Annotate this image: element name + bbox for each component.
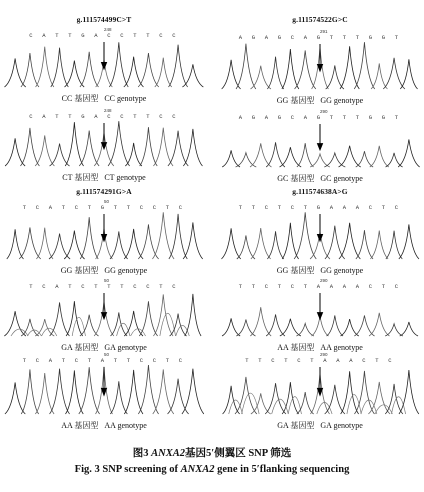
caption-en-suffix: gene in 5′flanking sequencing — [214, 464, 350, 475]
trace-peak — [124, 370, 143, 414]
genotype-label-cn: CC 基因型 — [61, 94, 99, 103]
trace-peak — [399, 370, 419, 414]
trace-peak — [168, 131, 188, 166]
trace-peak — [169, 214, 187, 259]
genotype-label-cn: GG 基因型 — [60, 266, 99, 275]
trace-peak — [65, 61, 85, 87]
chromatogram-panel — [4, 352, 204, 434]
trace-peak — [138, 53, 159, 87]
trace-peak — [385, 324, 403, 336]
trace-peak — [182, 369, 204, 414]
trace-peak — [267, 57, 283, 89]
genotype-label-en: AA genotype — [104, 421, 147, 430]
chromatogram-trace — [220, 212, 420, 262]
chromatogram-trace — [220, 42, 420, 92]
trace-peak — [294, 212, 316, 259]
trace-peak — [324, 153, 345, 167]
trace-peak — [282, 49, 299, 89]
base-sequence: A G A G C A G T T T G G T — [238, 34, 402, 41]
trace-peak — [325, 385, 345, 414]
trace-peak — [170, 314, 187, 336]
trace-peak — [369, 313, 389, 336]
trace-peak — [155, 58, 172, 87]
trace-peak — [370, 231, 388, 259]
trace-peak — [139, 301, 157, 336]
chromatogram-trace — [4, 212, 204, 262]
trace-peak — [79, 367, 100, 414]
trace-peak — [354, 42, 374, 89]
genotype-label-en: GA genotype — [104, 343, 147, 352]
trace-peak — [35, 135, 54, 166]
chromatogram-trace — [220, 122, 420, 170]
trace-peak — [66, 301, 83, 336]
genotype-label-cn: GG 基因型 — [276, 266, 315, 275]
trace-peak — [80, 52, 99, 87]
trace-peak — [223, 386, 240, 414]
trace-peak — [124, 57, 144, 87]
trace-peak — [80, 315, 99, 336]
snp-arrow — [102, 42, 107, 69]
snp-arrow — [102, 123, 107, 149]
chromatogram-trace — [4, 121, 204, 169]
trace-peak — [5, 382, 25, 414]
chromatogram-trace — [220, 291, 420, 339]
genotype-label-en: GG genotype — [320, 96, 364, 105]
caption-cn-suffix: 基因5′侧翼区 SNP 筛选 — [185, 448, 292, 459]
chromatogram-trace — [4, 365, 204, 417]
trace-peak — [79, 131, 99, 166]
trace-peak — [282, 223, 298, 259]
trace-peak — [267, 231, 283, 259]
chromatogram-panel — [220, 29, 420, 109]
trace-peak — [108, 121, 130, 166]
trace-peak — [280, 319, 301, 336]
trace-peak — [327, 315, 343, 336]
trace-peak — [20, 128, 39, 166]
trace-peak — [400, 322, 418, 336]
trace-peak — [21, 53, 39, 87]
trace-peak — [19, 227, 41, 259]
trace-peak — [221, 228, 240, 259]
genotype-label — [220, 173, 420, 184]
trace-peak — [50, 302, 70, 336]
figure-caption-cn — [0, 445, 424, 460]
base-sequence: T T C T C T A A A A C T C — [238, 283, 402, 290]
genotype-label-en: GG genotype — [104, 266, 148, 275]
genotype-label-cn: GA 基因型 — [277, 421, 315, 430]
trace-peak — [371, 63, 387, 89]
caption-en-gene: ANXA2 — [180, 464, 215, 475]
base-position-label: 290 — [320, 352, 328, 357]
base-position-label: 50 — [104, 278, 110, 283]
base-sequence: C A T T G A C C T T C C — [29, 113, 179, 120]
trace-peak — [400, 59, 417, 89]
trace-peak — [340, 46, 359, 89]
trace-peak — [21, 319, 39, 336]
trace-peak — [222, 150, 240, 167]
trace-peak — [42, 328, 57, 336]
trace-peak — [310, 154, 330, 167]
genotype-label-cn: AA 基因型 — [61, 421, 99, 430]
genotype-label-en: CC genotype — [104, 94, 147, 103]
genotype-label — [4, 93, 204, 104]
trace-peak — [266, 142, 285, 167]
snp-arrow — [102, 214, 107, 241]
trace-peak — [152, 212, 174, 259]
genotype-label-cn: GC 基因型 — [277, 174, 315, 183]
trace-peak — [340, 319, 358, 336]
genotype-label-en: AA genotype — [320, 343, 363, 352]
trace-peak — [296, 323, 314, 336]
trace-peak — [153, 369, 174, 414]
chromatogram-panel — [220, 278, 420, 356]
base-sequence: T C A T C T T T C C T C — [29, 283, 179, 290]
trace-peak — [370, 146, 389, 167]
chromatogram-trace — [4, 291, 204, 339]
trace-peak — [140, 127, 158, 166]
trace-peak — [250, 307, 271, 336]
genotype-label-en: GC genotype — [320, 174, 363, 183]
base-position-label: 291 — [320, 29, 328, 34]
caption-cn-prefix: 图3 — [132, 448, 152, 459]
trace-peak — [65, 122, 83, 166]
trace-peak — [36, 228, 53, 259]
snp-arrow — [318, 44, 323, 71]
trace-peak — [183, 129, 202, 166]
snp-arrow — [318, 293, 323, 319]
trace-peak — [36, 47, 54, 87]
trace-peak — [356, 230, 373, 259]
genotype-label-cn: AA 基因型 — [277, 343, 315, 352]
trace-peak — [169, 45, 188, 87]
trace-peak — [237, 235, 255, 259]
trace-peak — [339, 223, 360, 259]
genotype-label — [220, 420, 420, 431]
genotype-label-cn: GG 基因型 — [276, 96, 315, 105]
trace-peak — [295, 50, 316, 89]
trace-peak — [183, 222, 203, 259]
figure-caption-en — [0, 464, 424, 475]
trace-peak — [266, 314, 285, 336]
trace-peak — [7, 229, 24, 259]
genotype-label — [4, 420, 204, 431]
trace-peak — [4, 311, 26, 336]
genotype-label-en: GA genotype — [320, 421, 363, 430]
trace-peak — [354, 371, 374, 414]
trace-peak — [339, 146, 361, 167]
trace-peak — [297, 143, 314, 167]
trace-peak — [50, 144, 70, 166]
snp-title: g.111574522G>C — [292, 15, 348, 24]
base-position-label: 248 — [104, 108, 112, 113]
trace-peak — [65, 370, 83, 414]
trace-peak — [354, 315, 374, 336]
base-sequence: T T C T C T G A A A C T C — [238, 204, 402, 211]
trace-peak — [399, 224, 419, 259]
trace-peak — [35, 373, 54, 414]
trace-peak — [282, 382, 299, 414]
trace-peak — [21, 369, 38, 414]
trace-peak — [326, 65, 344, 89]
genotype-label-en: CT genotype — [104, 173, 146, 182]
snp-title: g.111574291G>A — [76, 187, 132, 196]
chromatogram-panel — [220, 199, 420, 279]
base-position-label: 50 — [104, 352, 110, 357]
snp-arrow — [318, 367, 323, 395]
caption-en-prefix: Fig. 3 SNP screening of — [74, 464, 181, 475]
trace-peak — [356, 151, 373, 167]
trace-peak — [398, 139, 419, 167]
trace-peak — [5, 58, 26, 87]
chromatogram-panel — [4, 199, 204, 279]
snp-arrow — [102, 367, 107, 395]
snp-title: g.111574638A>G — [292, 187, 348, 196]
chromatogram-panel — [220, 109, 420, 187]
chromatogram-panel — [4, 27, 204, 107]
trace-peak — [64, 231, 84, 259]
trace-peak — [153, 128, 173, 166]
genotype-label — [4, 172, 204, 183]
trace-peak — [251, 66, 271, 89]
trace-peak — [236, 153, 257, 167]
genotype-label-cn: CT 基因型 — [62, 173, 99, 182]
trace-peak — [236, 44, 256, 89]
base-position-label: 290 — [320, 278, 328, 283]
snp-arrow — [318, 214, 323, 241]
trace-peak — [125, 143, 142, 166]
trace-peak — [109, 42, 128, 87]
trace-peak — [341, 371, 359, 414]
genotype-label-en: GG genotype — [320, 266, 364, 275]
base-sequence: T C A T C T G T T C C T C — [22, 204, 186, 211]
trace-peak — [383, 58, 405, 89]
trace-peak — [297, 392, 314, 414]
genotype-label — [220, 265, 420, 276]
snp-arrow — [318, 124, 323, 150]
trace-peak — [386, 231, 402, 259]
chromatogram-panel — [220, 352, 420, 434]
trace-peak — [5, 138, 25, 166]
trace-peak — [138, 365, 158, 414]
chromatogram-panel — [4, 108, 204, 186]
genotype-label-cn: GA 基因型 — [61, 343, 99, 352]
trace-peak — [222, 318, 240, 336]
trace-peak — [385, 384, 403, 414]
chromatogram-panel — [4, 278, 204, 356]
trace-peak — [222, 60, 241, 89]
base-position-label: 50 — [104, 199, 110, 204]
trace-peak — [251, 228, 271, 259]
caption-cn-gene: ANXA2 — [151, 448, 185, 459]
trace-peak — [110, 231, 128, 259]
trace-peak — [80, 217, 98, 259]
snp-arrow — [102, 293, 107, 319]
base-sequence: C A T T G A C C T T C C — [29, 32, 179, 39]
trace-peak — [50, 369, 70, 414]
chromatogram-trace — [220, 365, 420, 417]
chromatogram-trace — [4, 40, 204, 90]
trace-peak — [51, 48, 69, 87]
snp-title: g.111574499C>T — [76, 15, 132, 24]
base-sequence: A G A G C A G T T T G G T — [238, 114, 402, 121]
base-sequence: T C A T C T A T T C C T C — [22, 357, 186, 364]
trace-peak — [242, 393, 260, 414]
trace-peak — [250, 143, 271, 167]
trace-peak — [317, 402, 332, 414]
genotype-label — [220, 95, 420, 106]
trace-peak — [11, 329, 28, 336]
trace-peak — [280, 147, 302, 167]
trace-peak — [182, 64, 203, 87]
base-sequence: T T C T C T A A A C T C — [245, 357, 395, 364]
trace-peak — [325, 226, 345, 259]
base-position-label: 248 — [104, 27, 112, 32]
trace-peak — [124, 229, 143, 259]
trace-peak — [49, 234, 70, 259]
genotype-label — [4, 265, 204, 276]
trace-peak — [265, 383, 286, 414]
trace-peak — [124, 311, 143, 336]
trace-peak — [110, 381, 127, 414]
trace-peak — [185, 294, 201, 336]
base-position-label: 290 — [320, 109, 328, 114]
